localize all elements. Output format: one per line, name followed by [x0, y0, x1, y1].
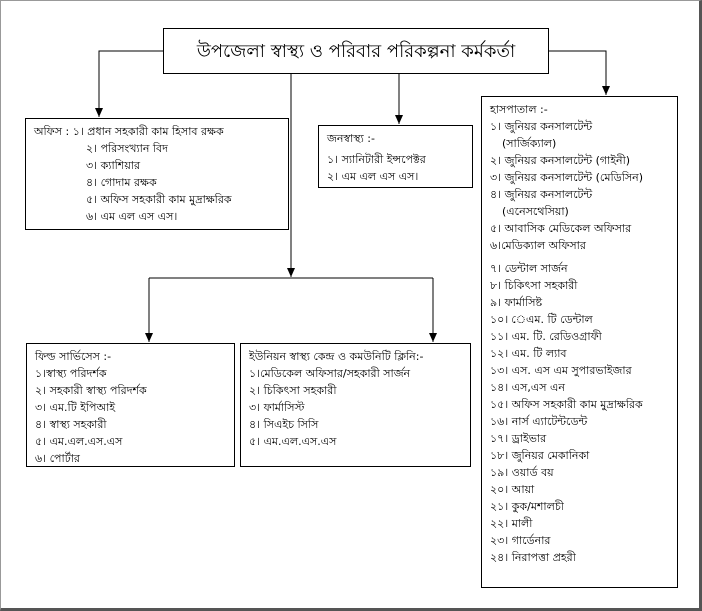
list-item	[34, 174, 280, 191]
list-item-label: ২। পরিসংখ্যান বিদ	[86, 142, 168, 155]
list-item-label: ৫। অফিস সহকারী কাম মুদ্রাক্ষরিক	[86, 193, 232, 206]
union-health-box	[240, 343, 471, 467]
list-item	[34, 123, 280, 140]
field-services-box	[26, 343, 235, 467]
list-item: ১। জুনিয়র কনসালটেন্ট	[490, 120, 593, 133]
list-item: ১৯। ওয়ার্ড বয়	[490, 466, 554, 479]
box-heading: ইউনিয়ন স্বাস্থ্য কেন্দ্র ও কমউনিটি ক্লিনি:-	[249, 350, 424, 363]
list-item: ১।স্বাস্থ্য পরিদর্শক	[35, 367, 107, 380]
list-item: ২। এম এল এস এস।	[327, 170, 419, 183]
list-item: ১।মেডিকেল অফিসার/সহকারী সার্জন	[249, 367, 411, 380]
chart-title: উপজেলা স্বাস্থ্য ও পরিবার পরিকল্পনা কর্মকর্তা	[163, 28, 549, 74]
list-item: ১৪। এস,এস এন	[490, 381, 565, 394]
list-item	[34, 157, 280, 174]
list-item: ৪। সিএইচ সিসি	[249, 418, 319, 431]
list-item: ২০। আয়া	[490, 483, 535, 496]
list-item-label: ৩। ক্যাশিয়ার	[86, 159, 141, 172]
list-item: ৭। ডেন্টাল সার্জন	[490, 262, 568, 275]
list-item	[34, 208, 280, 225]
list-item: ১০। েএম. টি ডেন্টাল	[490, 313, 593, 326]
list-item-label: ৪। গোদাম রক্ষক	[86, 176, 157, 189]
list-item: ১৫। অফিস সহকারী কাম মুদ্রাক্ষরিক	[490, 398, 643, 411]
list-item: ৮। চিকিৎসা সহকারী	[490, 279, 578, 292]
list-item: ৫। এম.এল.এস.এস	[35, 435, 123, 448]
list-item: ৫। এম.এল.এস.এস	[249, 435, 337, 448]
list-item: ৩। জুনিয়র কনসালটেন্ট (মেডিসিন)	[490, 171, 644, 184]
list-item: ১৮। জুনিয়র মেকানিকা	[490, 449, 590, 462]
list-item: ১১। এম. টি. রেডিওগ্রাফী	[490, 330, 602, 343]
list-item: ২১। কুক/মশালচী	[490, 500, 564, 513]
office-box	[25, 118, 289, 230]
box-heading: ফিল্ড সার্ভিসেস :-	[35, 350, 112, 363]
list-item: ২। জুনিয়র কনসালটেন্ট (গাইনী)	[490, 154, 631, 167]
list-item: ৬। পোর্টার	[35, 452, 80, 465]
list-item: ১৬। নার্স এ্যাটেন্টডেন্ট	[490, 415, 588, 428]
list-item	[34, 191, 280, 208]
box-heading: হাসপাতাল :-	[490, 103, 548, 116]
list-item: ৩। ফার্মাসিস্ট	[249, 401, 305, 414]
list-item: ২। চিকিৎসা সহকারী	[249, 384, 337, 397]
list-item: ৩। এম.টি ইপিআই	[35, 401, 116, 414]
list-item: ৫। আবাসিক মেডিকেল অফিসার	[490, 222, 632, 235]
list-item: ১৩। এস. এস এম সুপারভাইজার	[490, 364, 632, 377]
list-item: ৬।মেডিক্যাল অফিসার	[490, 239, 586, 252]
list-item: (সার্জিক্যাল)	[502, 137, 557, 150]
list-item	[34, 140, 280, 157]
arrow-to-hospital	[548, 51, 606, 95]
box-heading: অফিস :	[34, 125, 70, 138]
list-item: ২৩। গার্ডেনার	[490, 534, 551, 547]
list-item: ২৪। নিরাপত্তা প্রহরী	[490, 551, 576, 564]
list-item: ৪। স্বাস্থ্য সহকারী	[35, 418, 107, 431]
list-item: ১৭। ড্রাইভার	[490, 432, 547, 445]
list-item: ৪। জুনিয়র কনসালটেন্ট	[490, 188, 593, 201]
list-item: ১। স্যানিটারী ইন্সপেক্টর	[327, 153, 426, 166]
list-item: ২। সহকারী স্বাস্থ্য পরিদর্শক	[35, 384, 147, 397]
list-item-label: ১। প্রধান সহকারী কাম হিসাব রক্ষক	[72, 125, 224, 138]
list-item: ১২। এম. টি ল্যাব	[490, 347, 567, 360]
box-heading: জনস্বাস্থ্য :-	[327, 132, 375, 145]
public-health-box	[318, 125, 473, 188]
list-item: (এনেসথেসিয়া)	[502, 205, 569, 218]
hospital-box	[481, 96, 678, 588]
list-item-label: ৬। এম এল এস এস।	[86, 210, 178, 223]
list-item: ৯। ফার্মাসিষ্ট	[490, 296, 543, 309]
arrow-to-office	[99, 51, 163, 117]
list-item: ২২। মালী	[490, 517, 533, 530]
